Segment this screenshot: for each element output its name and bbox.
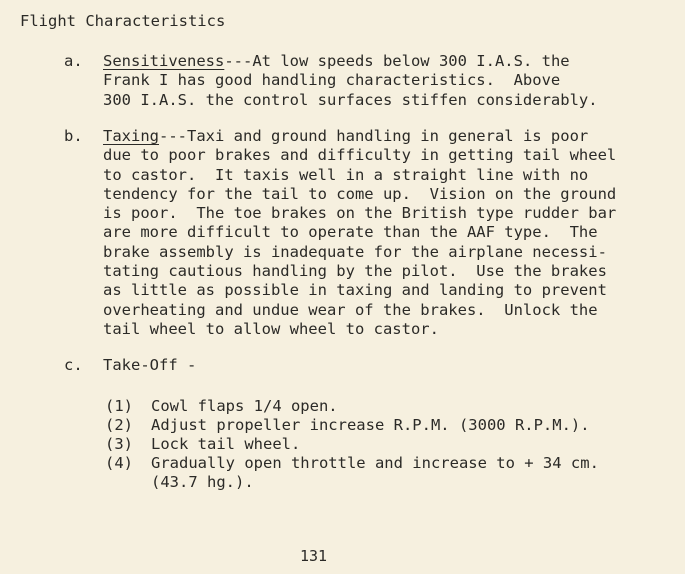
step-number: (1): [105, 397, 133, 415]
paragraph-line: due to poor brakes and difficulty in getting tail wheel: [103, 146, 617, 165]
item-marker: b.: [64, 127, 83, 145]
item-title: Sensitiveness: [103, 52, 225, 70]
paragraph-line: is poor. The toe brakes on the British type rudder bar: [103, 204, 617, 223]
paragraph-line: ---Taxi and ground handling in general is poor: [159, 127, 589, 145]
paragraph-line: 300 I.A.S. the control surfaces stiffen considerably.: [103, 90, 598, 109]
step-text: Cowl flaps 1/4 open.: [151, 397, 338, 415]
step-number: (4): [105, 454, 133, 472]
step-text-continued: (43.7 hg.).: [151, 473, 254, 491]
paragraph-line: Frank I has good handling characteristics. Above: [103, 71, 561, 90]
paragraph-line: as little as possible in taxing and landing to prevent: [103, 281, 607, 300]
page-number: 131: [300, 547, 328, 565]
step-number: (2): [105, 416, 133, 434]
paragraph-line: tendency for the tail to come up. Vision on the ground: [103, 184, 617, 203]
item-title: Take-Off -: [103, 356, 197, 374]
section-heading: Flight Characteristics: [20, 12, 226, 30]
step-text: Gradually open throttle and increase to + 34 cm.: [151, 454, 599, 472]
paragraph-line: tail wheel to allow wheel to castor.: [103, 319, 439, 338]
item-marker: a.: [64, 52, 83, 70]
item-paragraph: [103, 52, 598, 110]
item-marker: c.: [64, 356, 83, 374]
paragraph-line: are more difficult to operate than the AAF type. The: [103, 223, 598, 242]
paragraph-line: tating cautious handling by the pilot. Use the brakes: [103, 262, 607, 281]
item-paragraph: [103, 127, 616, 339]
step-text: Adjust propeller increase R.P.M. (3000 R.P.M.).: [151, 416, 590, 434]
step-number: (3): [105, 435, 133, 453]
item-title: Taxing: [103, 127, 159, 145]
paragraph-line: overheating and undue wear of the brakes. Unlock the: [103, 300, 598, 319]
paragraph-line: to castor. It taxis well in a straight line with no: [103, 165, 589, 184]
step-text: Lock tail wheel.: [151, 435, 301, 453]
paragraph-line: ---At low speeds below 300 I.A.S. the: [224, 52, 570, 70]
paragraph-line: brake assembly is inadequate for the airplane necessi-: [103, 242, 607, 261]
